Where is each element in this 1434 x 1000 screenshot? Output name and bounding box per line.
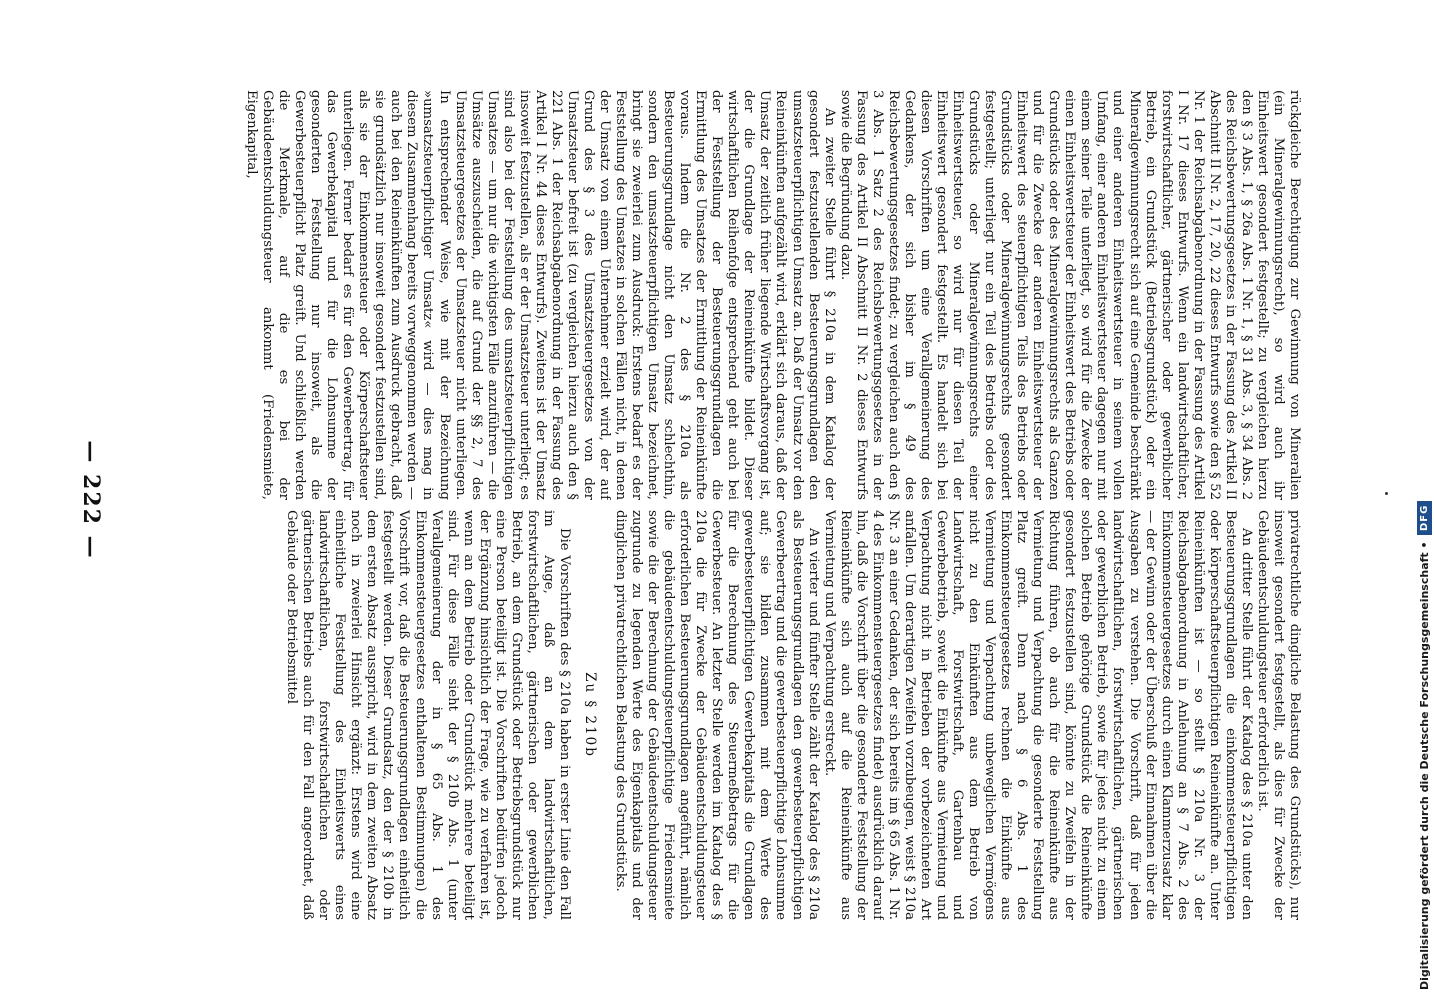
paragraph: An zweiter Stelle führt § 210a in dem Katalog der gesondert festzustellenden Besteuerungsgrundlagen den umsatzsteuerpflichtigen Umsatz an. Daß der Umsatz vor den Reineinkünften aufgezählt wird, erklärt sich daraus, daß der Umsatz der zeitlich früher liegende Wirtschaftsvorgang ist, der die Grundlage der Reineinkünfte bildet. Dieser wirtschaftlichen Reihenfolge entsprechend geht auch bei der Feststellung der Besteuerungsgrundlagen die Ermittlung des Umsatzes der Ermittlung der Reineinkünfte voraus. Indem die Nr. 2 des § 210a als Besteuerungsgrundlage nicht den Umsatz schlechthin, sondern den umsatzsteuerpflichtigen Umsatz bezeichnet, bringt sie zweierlei zum Ausdruck: Erstens bedarf es der Feststellung des Umsatzes in solchen Fällen nicht, in denen der Umsatz von einem Unternehmer erzielt wird, der auf Grund des § 3 des Umsatzsteuergesetzes von der Umsatzsteuer befreit ist (zu vergleichen hierzu auch den § 221 Abs. 1 der Reichsabgabenordnung in der Fassung des Artikel I Nr. 44 dieses Entwurfs). Zweitens ist der Umsatz insoweit festzustellen, als er der Umsatzsteuer unterliegt; es sind also bei der Feststellung des umsatzsteuerpflichtigen Umsatzes — um nur die wichtigsten Fälle anzuführen — die Umsätze auszuscheiden, die auf Grund der §§ 2, 7 des Umsatzsteuergesetzes der Umsatzsteuer nicht unterliegen. In entsprechender Weise, wie mit der Bezeichnung »umsatzsteuerpflichtiger Umsatz« wird — dies mag in diesem Zusammenhang bereits vorweggenommen werden — auch bei den Reineinkünften zum Ausdruck gebracht, daß sie grundsätzlich nur insoweit gesondert festzustellen sind, als sie der Einkommensteuer oder Körperschaftsteuer unterliegen. Ferner bedarf es für den Gewerbeertrag, für das Gewerbekapital und für die Lohnsumme der gesonderten Feststellung nur insoweit, als die Gewerbesteuerpflicht Platz greift. Und schließlich werden die Merkmale, auf die es bei der Gebäudeentschuldungsteuer ankommt (Friedensmiete, Eigenkapital, — [243, 90, 837, 500]
digitization-credit — [1417, 10, 1432, 990]
paragraph: rückgleiche Berechtigung zur Gewinnung von Mineralien (ein Mineralgewinnungsrecht), so wird auch ihr Einheitswert gesondert festgestellt; zu vergleichen hierzu den § 3 Abs. 1, § 26a Abs. 1 Nr. 1, § 31 Abs. 3, § 34 Abs. 2 des Reichsbewertungsgesetzes in der Fassung des Artikel II Abschnitt II Nr. 2, 17, 20, 22 dieses Entwurfs sowie den § 52 Nr. 1 der Reichsabgabenordnung in der Fassung des Artikel I Nr. 17 dieses Entwurfs. Wenn ein landwirtschaftlicher, forstwirtschaftlicher, gärtnerischer oder gewerblicher Betrieb, ein Grundstück (Betriebsgrundstück) oder ein Mineralgewinnungsrecht sich auf eine Gemeinde beschränkt und einer anderen Einheitswertsteuer in seinem vollen Umfang, einer anderen Einheitswertsteuer dagegen nur mit einem seiner Teile unterliegt, so wird für die Zwecke der einen Einheitswertsteuer der Einheitswert des Betriebs oder Grundstücks oder des Mineralgewinnungsrechts als Ganzen und für die Zwecke der anderen Einheitswertsteuer der Einheitswert des steuerpflichtigen Teils des Betriebs oder Grundstücks oder Mineralgewinnungsrechts gesondert festgestellt; unterliegt nur ein Teil des Betriebs oder des Grundstücks oder Mineralgewinnungsrechts einer Einheitswertsteuer, so wird nur für diesen Teil der Einheitswert gesondert festgestellt. Es handelt sich bei diesen Vorschriften um eine Verallgemeinerung des Gedankens, der sich bisher im § 49 des Reichsbewertungsgesetzes findet; zu vergleichen auch den § 3 Abs. 1 Satz 2 des Reichsbewertungsgesetzes in der Fassung des Artikel II Abschnitt II Nr. 2 dieses Entwurfs sowie die Begründung dazu. — [837, 90, 1302, 500]
left-text-column — [112, 90, 1302, 500]
dfg-logo: DFG — [1417, 501, 1432, 535]
margin-dot — [1385, 492, 1388, 495]
paragraph: An vierter und fünfter Stelle zählt der Katalog des § 210a als Besteuerungsgrundlagen den gewerbesteuerpflichtigen Gewerbeertrag und die gewerbesteuerpflichtige Lohnsumme auf; sie bilden zusammen mit dem Werte des gewerbesteuerpflichtigen Gewerbekapitals die Grundlagen für die Berechnung des Steuermeßbetrags für die Gewerbesteuer. An letzter Stelle werden im Katalog des § 210a die für Zwecke der Gebäudeentschuldungsteuer erforderlichen Besteuerungsgrundlagen angeführt, nämlich die gebäudeentschuldungsteuerpflichtige Friedensmiete sowie die der Berechnung der Gebäudeentschuldungsteuer zugrunde zu legenden Werte des Eigenkapitals und der dinglichen privatrechtlichen Belastung des Grundstücks. — [613, 510, 821, 920]
section-heading: Zu § 210b — [581, 672, 598, 758]
credit-text: Digitalisierung gefördert durch die Deutsche Forschungsgemeinschaft • — [1418, 541, 1431, 990]
page-number: — 222 — — [78, 440, 104, 560]
paragraph: privatrechtliche dingliche Belastung des Grundstücks), nur insoweit gesondert festgestellt, als dies für Zwecke der Gebäudeentschuldungsteuer erforderlich ist. — [1254, 510, 1302, 920]
paragraph: An dritter Stelle führt der Katalog des § 210a unter den Besteuerungsgrundlagen die einkommensteuerpflichtigen oder körperschaftsteuerpflichtigen Reineinkünfte an. Unter Reineinkünften ist — so stellt § 210a Nr. 3 der Reichsabgabenordnung in Anlehnung an § 7 Abs. 2 des Einkommensteuergesetzes durch einen Klammerzusatz klar — der Gewinn oder der Überschuß der Einnahmen über die Ausgaben zu verstehen. Die Vorschrift, daß für jeden landwirtschaftlichen, forstwirtschaftlichen, gärtnerischen oder gewerblichen Betrieb, sowie für jedes nicht zu einem solchen Betrieb gehörige Grundstück die Reineinkünfte gesondert festzustellen sind, könnte zu Zweifeln in der Richtung führen, ob auch für die Reineinkünfte aus Vermietung und Verpachtung die gesonderte Feststellung Platz greift. Denn nach § 6 Abs. 1 des Einkommensteuergesetzes rechnen die Einkünfte aus Vermietung und Verpachtung unbeweglichen Vermögens nicht zu den Einkünften aus dem Betrieb von Landwirtschaft, Forstwirtschaft, Gartenbau und Gewerbebetrieb, soweit die Einkünfte aus Vermietung und Verpachtung nicht in Betrieben der vorbezeichneten Art anfallen. Um derartigen Zweifeln vorzubeugen, weist § 210a Nr. 3 an einer Gedanken, der sich bereits im § 65 Abs. 1 Nr. 4 des Einkommensteuergesetzes findet) ausdrücklich darauf hin, daß die Vorschrift über die gesonderte Feststellung der Reineinkünfte sich auch auf die Reineinkünfte aus Vermietung und Verpachtung erstreckt. — [821, 510, 1254, 920]
right-text-column — [112, 510, 1302, 920]
paragraph: Die Vorschriften des § 210a haben in erster Linie den Fall im Auge, daß an dem landwirtschaftlichen, forstwirtschaftlichen, gärtnerischen oder gewerblichen Betrieb, an dem Grundstück oder Betriebsgrundstück nur eine Person beteiligt ist. Die Vorschriften bedürfen jedoch der Ergänzung hinsichtlich der Frage, wie zu verfahren ist, wenn an dem Betrieb oder Grundstück mehrere beteiligt sind. Für diese Fälle sieht der § 210b Abs. 1 (unter Verallgemeinerung der in § 65 Abs. 1 des Einkommensteuergesetzes enthaltenen Bestimmungen) die Vorschrift vor, daß die Besteuerungsgrundlagen einheitlich festgestellt werden. Dieser Grundsatz, den der § 210b in dem ersten Absatz ausspricht, wird in dem zweiten Absatz noch in zweierlei Hinsicht ergänzt: Erstens wird eine einheitliche Feststellung des Einheitswerts eines landwirtschaftlichen, forstwirtschaftlichen oder gärtnerischen Betriebs auch für den Fall angeordnet, daß Gebäude oder Betriebsmittel — [284, 510, 572, 920]
